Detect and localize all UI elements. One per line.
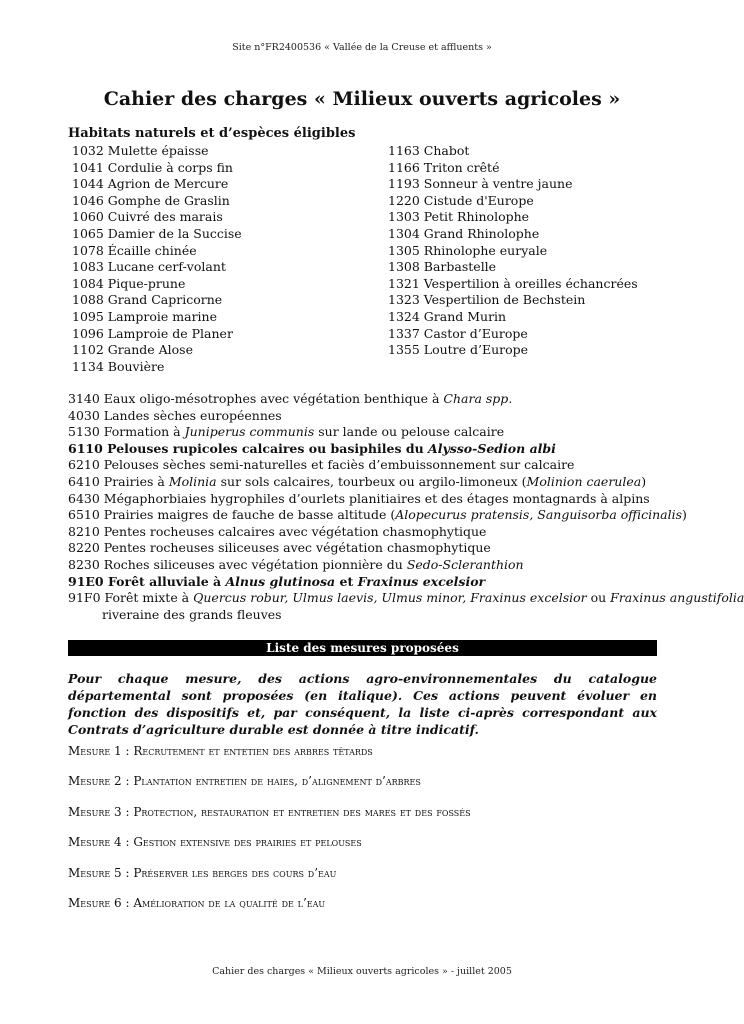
habitat-text: ): [682, 507, 687, 523]
species-item: 1324 Grand Murin: [388, 308, 507, 324]
measures-list: [68, 744, 471, 926]
habitat-text: 6410 Prairies à: [68, 473, 169, 489]
species-list-right: [388, 143, 638, 359]
habitat-taxon: Juniperus communis: [184, 424, 315, 440]
measure-item: Mesure 3 : Protection, restauration et entretien des mares et des fossés: [68, 804, 471, 819]
habitat-taxon: Fraxinus angustifolia: [610, 590, 744, 606]
habitat-item-6410: [68, 474, 668, 491]
habitat-text: ): [641, 473, 647, 489]
species-item: 1134 Bouvière: [72, 358, 165, 374]
habitat-item-6210: 6210 Pelouses sèches semi-naturelles et faciès d’embuissonnement sur calcaire: [68, 457, 575, 473]
habitat-taxon: Molinion caerulea: [526, 473, 642, 489]
habitat-text: 91E0 Forêt alluviale à: [68, 573, 226, 589]
species-item: 1096 Lamproie de Planer: [72, 325, 233, 341]
species-item: 1308 Barbastelle: [388, 259, 497, 275]
habitat-text: et: [335, 573, 358, 589]
habitat-text: ou: [586, 590, 611, 606]
page-title: Cahier des charges « Milieux ouverts agricoles »: [103, 88, 621, 110]
habitat-taxon: Alnus glutinosa: [225, 573, 336, 589]
habitat-text: sur lande ou pelouse calcaire: [314, 424, 505, 440]
species-item: 1303 Petit Rhinolophe: [388, 209, 530, 225]
habitat-item-6510: [68, 507, 687, 524]
species-item: 1102 Grande Alose: [72, 342, 193, 358]
habitat-taxon: Alopecurus pratensis, Sanguisorba officinalis: [395, 507, 683, 523]
species-item: 1095 Lamproie marine: [72, 308, 217, 324]
species-item: 1323 Vespertilion de Bechstein: [388, 292, 586, 308]
species-item: 1032 Mulette épaisse: [72, 143, 209, 158]
habitat-item-8210: 8210 Pentes rocheuses calcaires avec végétation chasmophytique: [68, 523, 487, 539]
habitat-list: [68, 391, 744, 623]
habitat-item-8230: [68, 557, 668, 574]
habitat-text: 5130 Formation à: [68, 424, 185, 440]
habitat-item-5130: [68, 424, 668, 441]
species-item: 1044 Agrion de Mercure: [72, 176, 229, 192]
species-item: 1041 Cordulie à corps fin: [72, 159, 233, 175]
species-item: 1065 Damier de la Succise: [72, 225, 242, 241]
species-item: 1355 Loutre d’Europe: [388, 342, 529, 358]
species-item: 1088 Grand Capricorne: [72, 292, 223, 308]
habitat-taxon: Sedo-Scleranthion: [406, 556, 524, 572]
species-item: 1304 Grand Rhinolophe: [388, 225, 540, 241]
habitat-taxon: Quercus robur, Ulmus laevis, Ulmus minor, Fraxinus excelsior: [193, 590, 587, 606]
habitat-text: .: [508, 391, 513, 406]
habitat-text: 6110 Pelouses rupicoles calcaires ou basiphiles du: [68, 440, 429, 456]
measure-item: Mesure 4 : Gestion extensive des prairies et pelouses: [68, 835, 362, 850]
species-item: 1193 Sonneur à ventre jaune: [388, 176, 573, 192]
page-header: Site n°FR2400536 « Vallée de la Creuse et affluents »: [232, 42, 492, 53]
habitat-item-91F0-continuation: riveraine des grands fleuves: [102, 606, 282, 622]
habitat-text: 8230 Roches siliceuses avec végétation pionnière du: [68, 556, 407, 572]
species-list-left: [72, 143, 242, 375]
measure-item: Mesure 2 : Plantation entretien de haies, d’alignement d’arbres: [68, 774, 421, 789]
species-item: 1166 Triton crêté: [388, 159, 500, 175]
measure-item: Mesure 1 : Recrutement et entetien des arbres têtards: [68, 744, 373, 758]
measures-intro: Pour chaque mesure, des actions agro-environnementales du catalogue départemental sont proposées (en italique). Ces actions peuvent évoluer en fonction des dispositifs et, par conséquent, la liste ci-après correspondant aux Contrats d’agriculture durable est donnée à titre indicatif.: [68, 671, 657, 737]
habitat-taxon: Alysso-Sedion albi: [428, 440, 556, 456]
habitat-item-6110: [68, 441, 668, 458]
species-item: 1321 Vespertilion à oreilles échancrées: [388, 275, 638, 291]
habitat-taxon: Chara spp: [443, 391, 509, 406]
section-heading: Habitats naturels et d’espèces éligibles: [68, 126, 356, 141]
species-item: 1083 Lucane cerf-volant: [72, 259, 226, 275]
measure-item: Mesure 5 : Préserver les berges des cours d’eau: [68, 865, 337, 880]
species-item: 1163 Chabot: [388, 143, 470, 158]
species-item: 1078 Écaille chinée: [72, 242, 197, 258]
habitat-text: 3140 Eaux oligo-mésotrophes avec végétation benthique à: [68, 391, 444, 406]
habitat-item-91F0: [68, 590, 744, 607]
species-item: 1084 Pique-prune: [72, 275, 186, 291]
page-footer: Cahier des charges « Milieux ouverts agricoles » - juillet 2005: [212, 966, 512, 977]
habitat-text: sur sols calcaires, tourbeux ou argilo-limoneux (: [216, 473, 527, 489]
species-item: 1337 Castor d’Europe: [388, 325, 528, 341]
habitat-item-8220: 8220 Pentes rocheuses siliceuses avec végétation chasmophytique: [68, 540, 491, 556]
habitat-item-6430: 6430 Mégaphorbiaies hygrophiles d’ourlets planitiaires et des étages montagnards à alpins: [68, 490, 650, 506]
habitat-taxon: Fraxinus excelsior: [357, 573, 486, 589]
measure-item: Mesure 6 : Amélioration de la qualité de l’eau: [68, 895, 326, 910]
habitat-item-4030: 4030 Landes sèches européennes: [68, 407, 282, 423]
habitat-text: 91F0 Forêt mixte à: [68, 590, 194, 606]
species-item: 1220 Cistude d'Europe: [388, 192, 534, 208]
habitat-item-91E0: [68, 574, 668, 591]
habitat-item-3140: [68, 391, 668, 408]
measures-banner: Liste des mesures proposées: [68, 640, 657, 656]
habitat-text: 6510 Prairies maigres de fauche de basse altitude (: [68, 507, 396, 523]
habitat-taxon: Molinia: [168, 473, 217, 489]
species-item: 1046 Gomphe de Graslin: [72, 192, 230, 208]
species-item: 1060 Cuivré des marais: [72, 209, 223, 225]
species-item: 1305 Rhinolophe euryale: [388, 242, 548, 258]
